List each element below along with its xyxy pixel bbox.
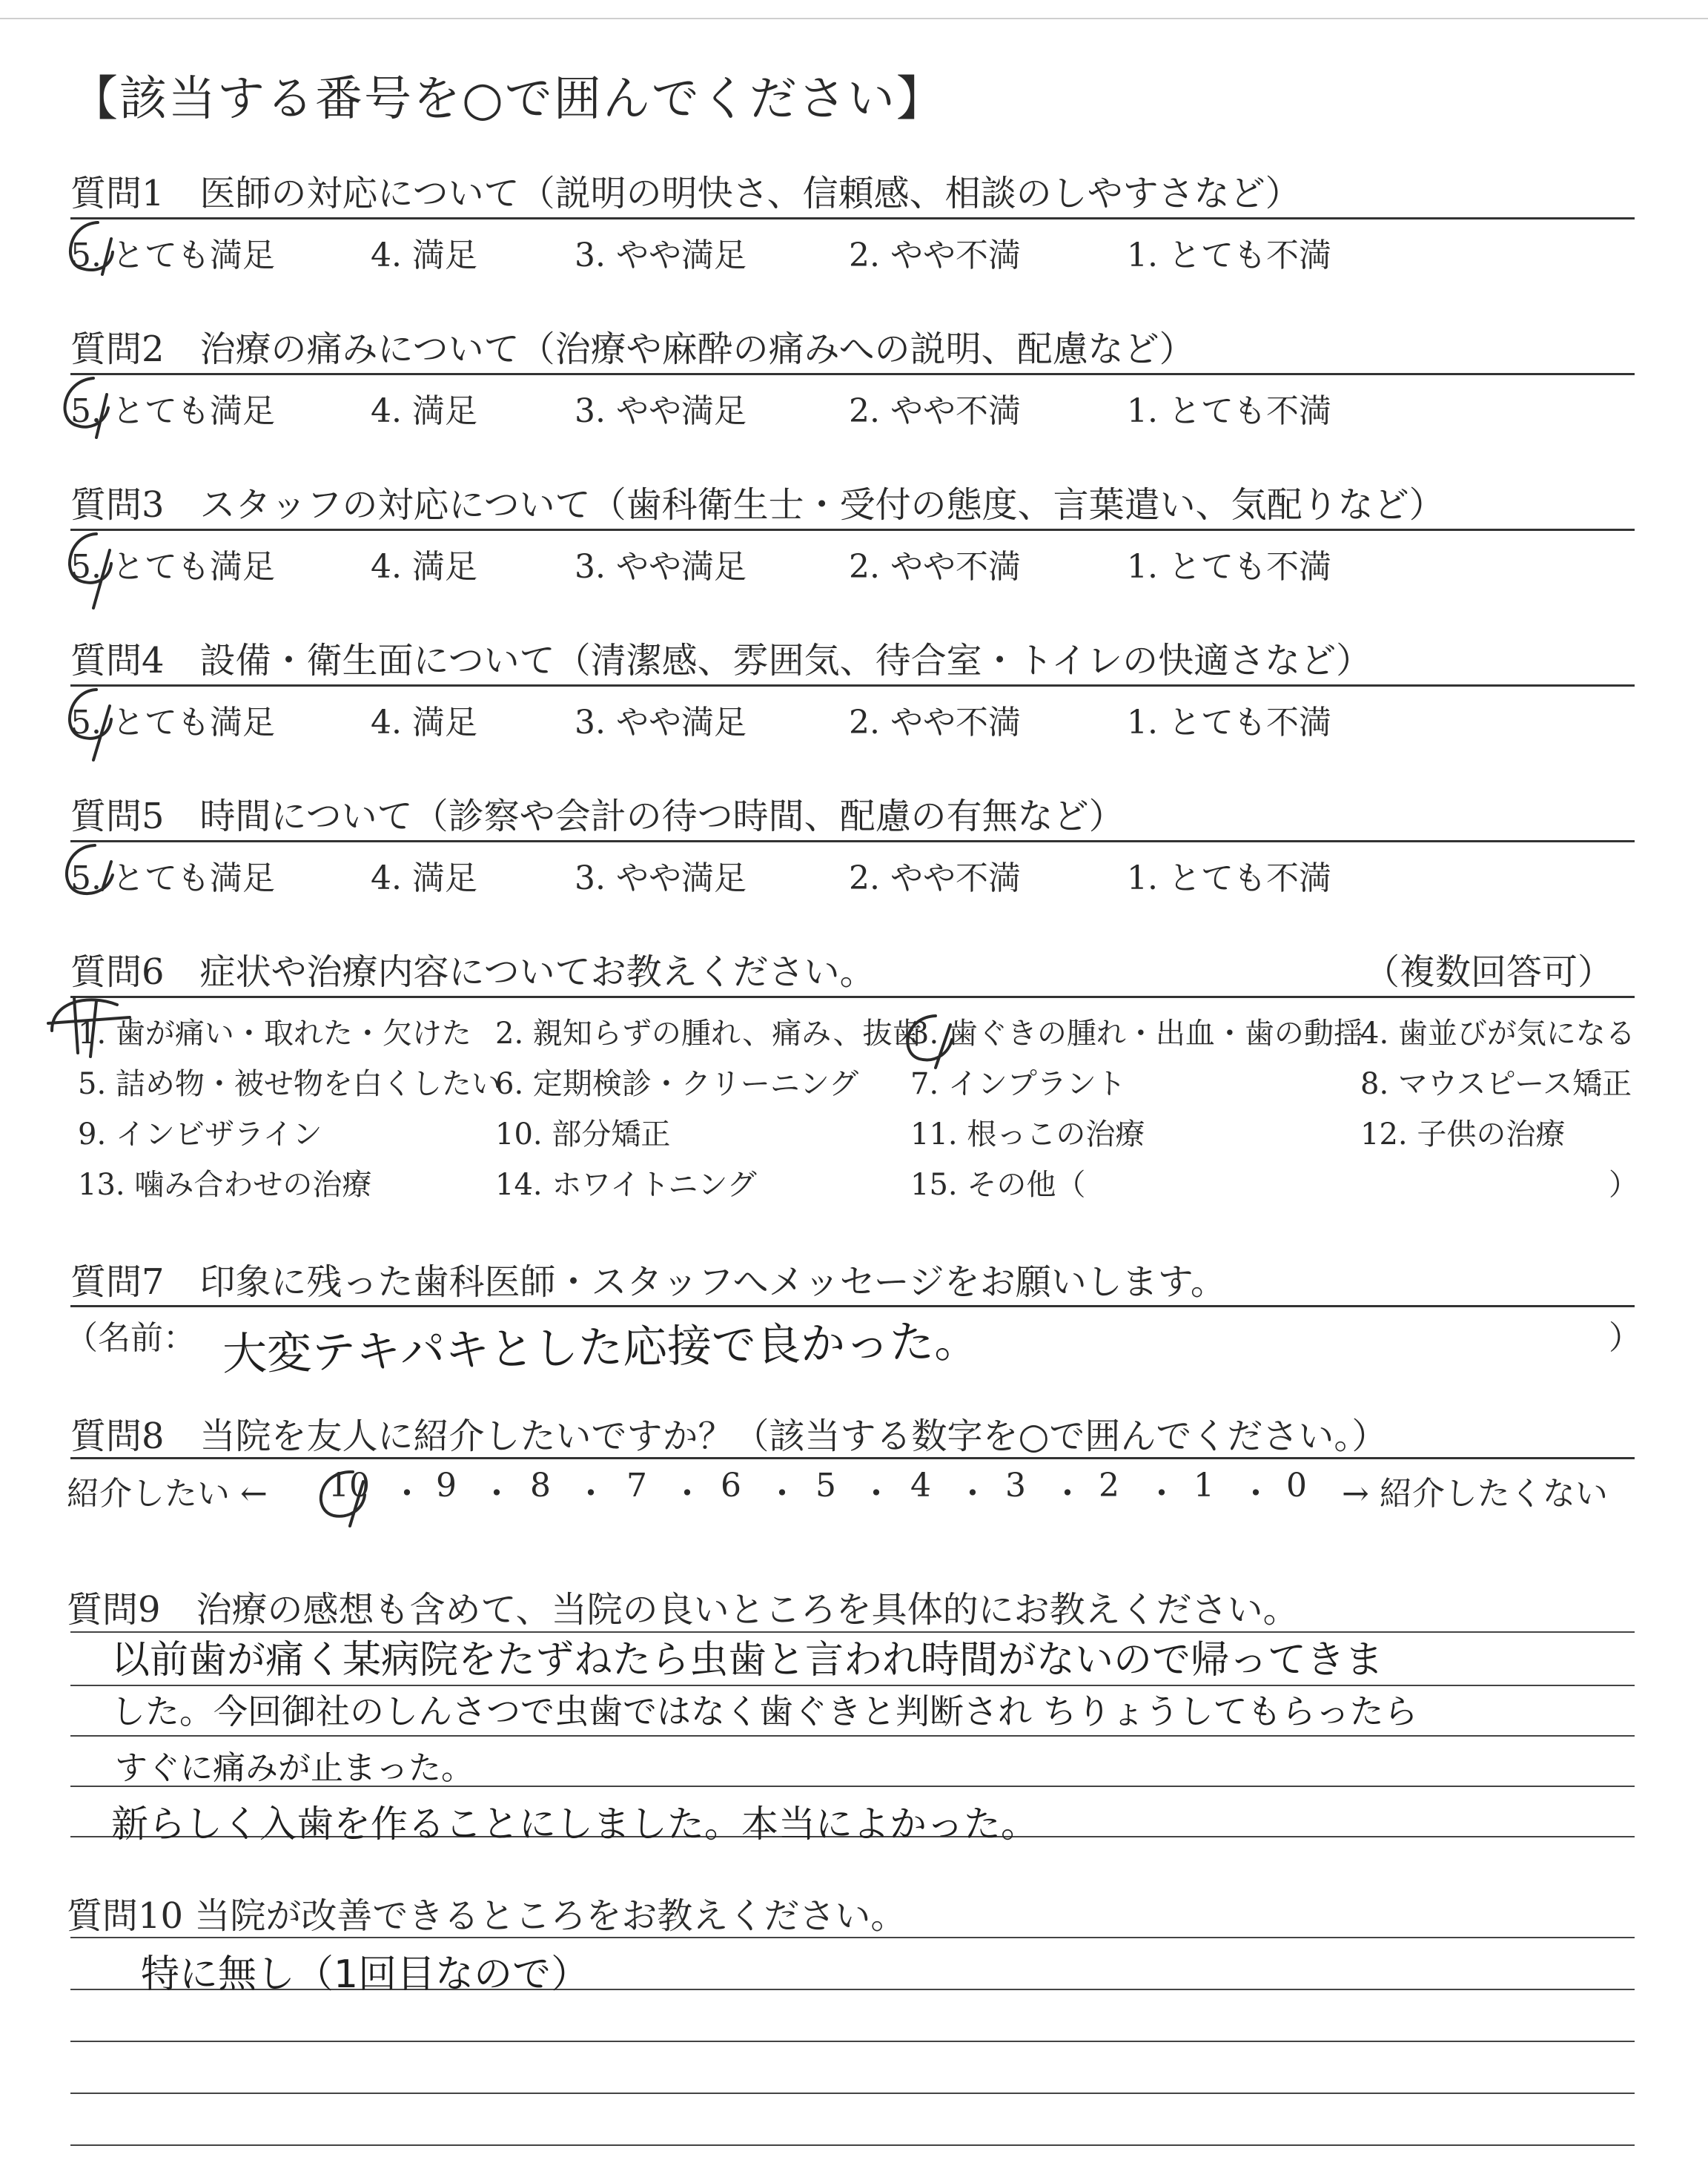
q9-handwritten-line-2[interactable]: した。今回御社のしんさつで虫歯ではなく歯ぐきと判断され ちりょうしてもらったら <box>111 1691 1418 1731</box>
q8-dot: ・ <box>956 1475 989 1513</box>
q7-title: 質問7 印象に残った歯科医師・スタッフへメッセージをお願いします。 <box>70 1261 1226 1303</box>
q6-option-2[interactable]: 2. 親知らずの腫れ、痛み、抜歯 <box>495 1017 922 1051</box>
q8-dot: ・ <box>480 1475 513 1513</box>
q6-option-8[interactable]: 8. マウスピース矯正 <box>1360 1067 1632 1101</box>
q3-title: 質問3 スタッフの対応について（歯科衛生士・受付の態度、言葉遣い、気配りなど） <box>70 484 1445 526</box>
q8-score-7[interactable]: 7 <box>626 1467 647 1505</box>
q3-option-2[interactable]: 2. やや不満 <box>849 548 1021 586</box>
q4-option-1[interactable]: 1. とても不満 <box>1127 704 1331 742</box>
q8-score-8[interactable]: 8 <box>530 1467 551 1505</box>
q2-option-2[interactable]: 2. やや不満 <box>849 392 1021 430</box>
q8-score-10[interactable]: 10 <box>328 1467 370 1505</box>
q10-handwritten-answer[interactable]: 特に無し（1回目なので） <box>141 1952 590 1997</box>
form-header: 【該当する番号を○で囲んでください】 <box>70 72 945 127</box>
q6-option-4[interactable]: 4. 歯並びが気になる <box>1360 1017 1635 1051</box>
q9-line-3 <box>70 1735 1635 1737</box>
q6-option-15[interactable]: 15. その他（ <box>910 1168 1086 1202</box>
q6-title: 質問6 症状や治療内容についてお教えください。 <box>70 951 875 993</box>
q9-handwritten-line-1[interactable]: 以前歯が痛く某病院をたずねたら虫歯と言われ時間がないので帰ってきま <box>111 1638 1384 1682</box>
q8-rule <box>70 1457 1635 1459</box>
q5-option-5[interactable]: 5. とても満足 <box>70 859 275 897</box>
q8-dot: ・ <box>391 1475 423 1513</box>
q3-option-5[interactable]: 5. とても満足 <box>70 548 275 586</box>
q2-title: 質問2 治療の痛みについて（治療や麻酔の痛みへの説明、配慮など） <box>70 328 1195 370</box>
q4-rule <box>70 684 1635 687</box>
q8-dot: ・ <box>766 1475 798 1513</box>
q8-dot: ・ <box>671 1475 704 1513</box>
q7-name-label: （名前： <box>65 1319 196 1357</box>
q1-option-2[interactable]: 2. やや不満 <box>849 237 1021 274</box>
q10-line-5 <box>70 2144 1635 2146</box>
q1-option-1[interactable]: 1. とても不満 <box>1127 237 1331 274</box>
q8-left-label: 紹介したい ← <box>67 1475 268 1513</box>
q6-option-3[interactable]: 3. 歯ぐきの腫れ・出血・歯の動揺 <box>910 1017 1363 1051</box>
q7-name-close: ） <box>1609 1319 1641 1357</box>
q6-option-13[interactable]: 13. 噛み合わせの治療 <box>78 1168 372 1202</box>
q6-option-14[interactable]: 14. ホワイトニング <box>495 1168 757 1202</box>
q3-option-3[interactable]: 3. やや満足 <box>575 548 747 586</box>
q10-title: 質問10 当院が改善できるところをお教えください。 <box>67 1895 907 1937</box>
q2-option-5[interactable]: 5. とても満足 <box>70 392 275 430</box>
q8-score-9[interactable]: 9 <box>436 1467 457 1505</box>
q2-option-1[interactable]: 1. とても不満 <box>1127 392 1331 430</box>
q7-handwritten-message[interactable]: 大変テキパキとした応接で良かった。 <box>222 1315 979 1381</box>
q5-option-3[interactable]: 3. やや満足 <box>575 859 747 897</box>
q8-dot: ・ <box>1239 1475 1272 1513</box>
q8-score-0[interactable]: 0 <box>1286 1467 1307 1505</box>
q6-rule <box>70 996 1635 998</box>
q4-option-4[interactable]: 4. 満足 <box>371 704 477 742</box>
top-edge-line <box>0 18 1708 19</box>
q1-title: 質問1 医師の対応について（説明の明快さ、信頼感、相談のしやすさなど） <box>70 173 1301 214</box>
q6-option-6[interactable]: 6. 定期検診・クリーニング <box>495 1067 859 1101</box>
q4-option-5[interactable]: 5. とても満足 <box>70 704 275 742</box>
q6-option-11[interactable]: 11. 根っこの治療 <box>910 1117 1145 1152</box>
q9-handwritten-line-3[interactable]: すぐに痛みが止まった。 <box>115 1749 474 1787</box>
q3-option-4[interactable]: 4. 満足 <box>371 548 477 586</box>
q3-option-1[interactable]: 1. とても不満 <box>1127 548 1331 586</box>
q8-dot: ・ <box>575 1475 607 1513</box>
q5-title: 質問5 時間について（診察や会計の待つ時間、配慮の有無など） <box>70 796 1125 837</box>
q10-line-1 <box>70 1937 1635 1938</box>
q4-title: 質問4 設備・衛生面について（清潔感、雰囲気、待合室・トイレの快適さなど） <box>70 640 1372 681</box>
q5-option-1[interactable]: 1. とても不満 <box>1127 859 1331 897</box>
q8-score-4[interactable]: 4 <box>910 1467 931 1505</box>
q3-rule <box>70 529 1635 531</box>
q6-multiple-note: （複数回答可） <box>1364 951 1614 993</box>
q1-option-5[interactable]: 5. とても満足 <box>70 237 275 274</box>
q2-rule <box>70 373 1635 375</box>
q8-right-label: → 紹介したくない <box>1342 1475 1608 1513</box>
q8-score-2[interactable]: 2 <box>1099 1467 1119 1505</box>
q6-option-10[interactable]: 10. 部分矯正 <box>495 1117 671 1152</box>
q8-score-1[interactable]: 1 <box>1194 1467 1214 1505</box>
q6-option-9[interactable]: 9. インビザライン <box>78 1117 322 1152</box>
q5-option-2[interactable]: 2. やや不満 <box>849 859 1021 897</box>
q8-score-5[interactable]: 5 <box>815 1467 836 1505</box>
q6-option-12[interactable]: 12. 子供の治療 <box>1360 1117 1566 1152</box>
q2-option-4[interactable]: 4. 満足 <box>371 392 477 430</box>
q10-line-3 <box>70 2041 1635 2042</box>
q1-option-3[interactable]: 3. やや満足 <box>575 237 747 274</box>
q4-option-2[interactable]: 2. やや不満 <box>849 704 1021 742</box>
q7-rule <box>70 1305 1635 1307</box>
q9-handwritten-line-4[interactable]: 新らしく入歯を作ることにしました。本当によかった。 <box>111 1803 1038 1846</box>
q8-score-6[interactable]: 6 <box>721 1467 741 1505</box>
q2-option-3[interactable]: 3. やや満足 <box>575 392 747 430</box>
q6-option-7[interactable]: 7. インプラント <box>910 1067 1126 1101</box>
q8-dot: ・ <box>860 1475 893 1513</box>
q1-option-4[interactable]: 4. 満足 <box>371 237 477 274</box>
q6-option-15-close: ） <box>1609 1168 1638 1202</box>
q8-score-3[interactable]: 3 <box>1005 1467 1026 1505</box>
q8-dot: ・ <box>1051 1475 1084 1513</box>
q6-option-1[interactable]: 1. 歯が痛い・取れた・欠けた <box>78 1017 471 1051</box>
q5-rule <box>70 840 1635 842</box>
q6-option-5[interactable]: 5. 詰め物・被せ物を白くしたい <box>78 1067 501 1101</box>
q1-rule <box>70 217 1635 219</box>
q10-line-4 <box>70 2093 1635 2094</box>
q8-dot: ・ <box>1145 1475 1178 1513</box>
q5-option-4[interactable]: 4. 満足 <box>371 859 477 897</box>
q8-title: 質問8 当院を友人に紹介したいですか？（該当する数字を○で囲んでください。） <box>70 1416 1388 1457</box>
q4-option-3[interactable]: 3. やや満足 <box>575 704 747 742</box>
q9-title: 質問9 治療の感想も含めて、当院の良いところを具体的にお教えください。 <box>67 1589 1299 1631</box>
